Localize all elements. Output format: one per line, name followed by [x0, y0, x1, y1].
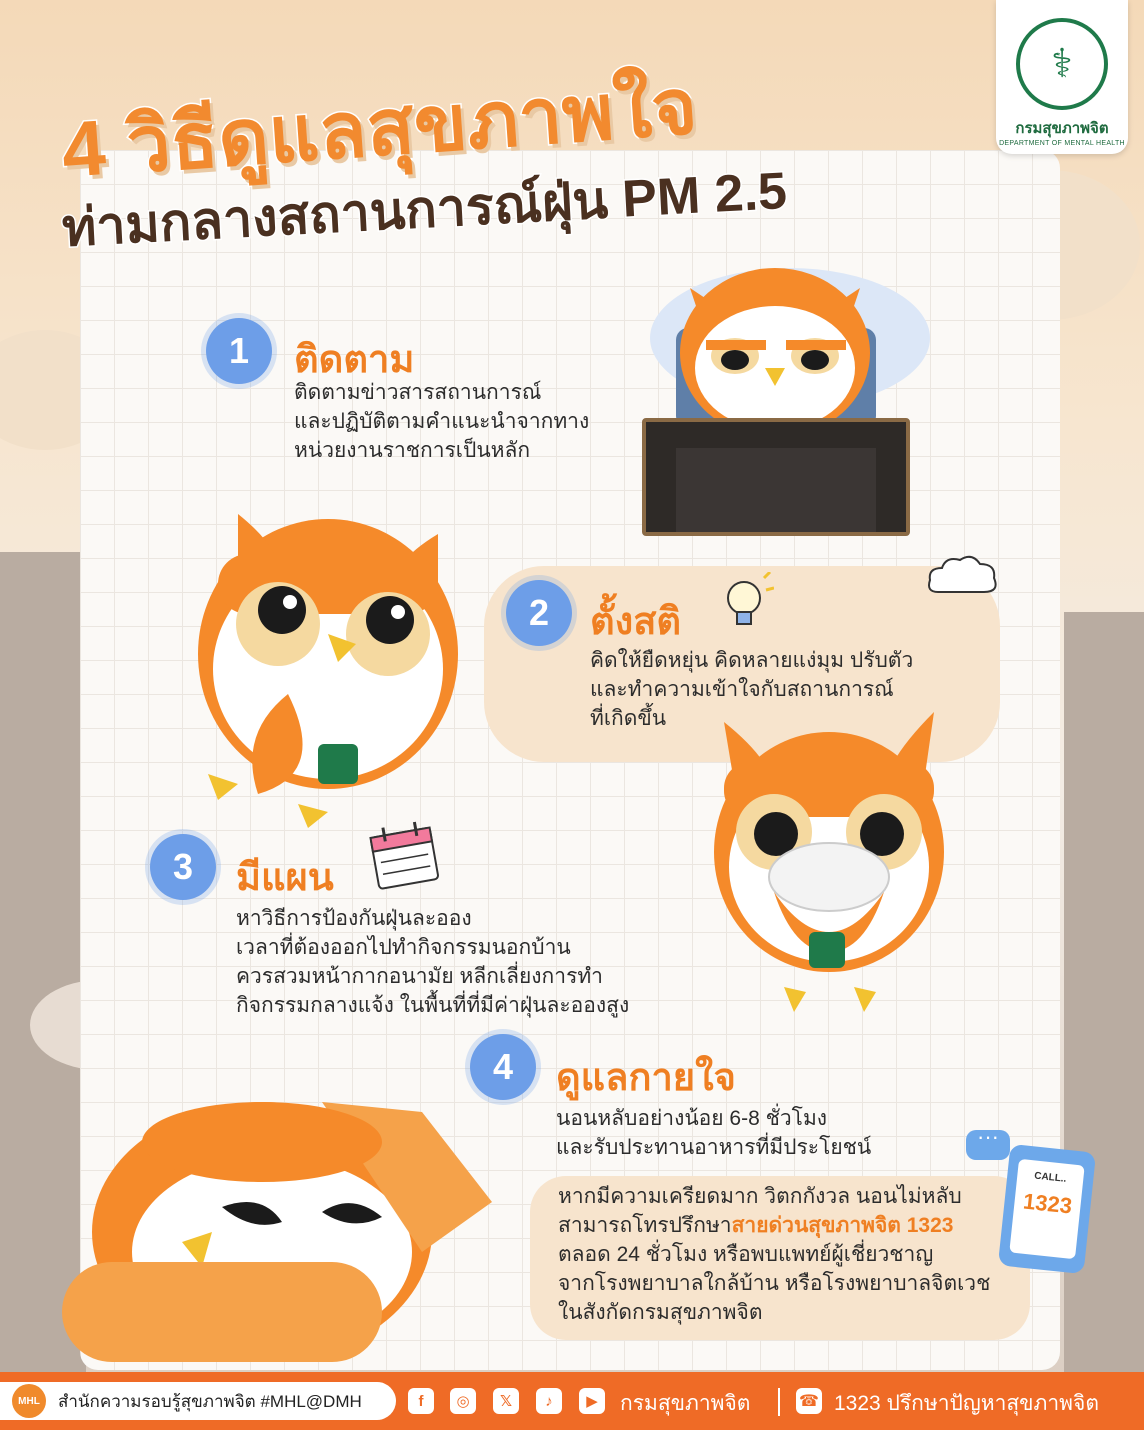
step-3-title: มีแผน: [236, 857, 334, 899]
step-2-line: และทำความเข้าใจกับสถานการณ์: [590, 678, 894, 701]
step-4-line: และรับประทานอาหารที่มีประโยชน์: [556, 1136, 872, 1159]
chat-bubble-icon: ···: [966, 1130, 1010, 1160]
step-4-badge: 4: [470, 1034, 536, 1100]
owl-thinking-illustration: [178, 494, 478, 834]
step-3-line: กิจกรรมกลางแจ้ง ในพื้นที่ที่มีค่าฝุ่นละอองสูง: [236, 994, 630, 1017]
footer-bar: [0, 1372, 1144, 1430]
hotline-info-box: [530, 1176, 1030, 1340]
hotline-line: [558, 1211, 990, 1240]
phone-icon: ☎: [796, 1388, 822, 1414]
owl-with-mask-illustration: [694, 712, 964, 1022]
footer-divider: [778, 1388, 780, 1416]
instagram-icon[interactable]: ◎: [450, 1388, 476, 1414]
step-1-badge: 1: [206, 318, 272, 384]
hotline-prefix: สามารถโทรปรึกษา: [558, 1214, 732, 1237]
step-1-line: หน่วยงานราชการเป็นหลัก: [294, 439, 531, 462]
hotline-line: หากมีความเครียดมาก วิตกกังวล นอนไม่หลับ: [558, 1185, 962, 1208]
phone-illustration: [998, 1144, 1096, 1274]
hotline-number-highlight: สายด่วนสุขภาพจิต 1323: [731, 1214, 954, 1237]
caduceus-icon: ⚕: [1016, 18, 1108, 110]
step-1-line: ติดตามข่าวสารสถานการณ์: [294, 381, 542, 404]
step-4-title: ดูแลกายใจ: [556, 1057, 736, 1099]
hotline-line: จากโรงพยาบาลใกล้บ้าน หรือโรงพยาบาลจิตเวช: [558, 1272, 991, 1295]
owl-sleeping-illustration: [62, 1092, 522, 1370]
step-3-line: เวลาที่ต้องออกไปทำกิจกรรมนอกบ้าน: [236, 936, 571, 959]
calendar-icon: [366, 818, 446, 892]
footer-org-name: สำนักความรอบรู้สุขภาพจิต #MHL@DMH: [58, 1391, 362, 1411]
step-1-text: [294, 378, 589, 465]
step-2-line: ที่เกิดขึ้น: [590, 707, 667, 730]
phone-call-label: CALL..: [1033, 1170, 1067, 1185]
step-1-line: และปฏิบัติตามคำแนะนำจากทาง: [294, 410, 590, 433]
phone-number: 1323: [1021, 1188, 1074, 1219]
step-3-badge: 3: [150, 834, 216, 900]
step-3-text: [236, 904, 629, 1020]
logo-name: กรมสุขภาพจิต: [1015, 120, 1109, 137]
page-subtitle: ท่ามกลางสถานการณ์ฝุ่น PM 2.5: [60, 162, 789, 258]
step-2-title: ตั้งสติ: [590, 601, 682, 643]
dmh-logo: [996, 0, 1128, 154]
step-2-line: คิดให้ยืดหยุ่น คิดหลายแง่มุม ปรับตัว: [590, 649, 914, 672]
hotline-line: ตลอด 24 ชั่วโมง หรือพบแพทย์ผู้เชี่ยวชาญ: [558, 1243, 934, 1266]
phone-screen: [1009, 1159, 1084, 1259]
tiktok-icon[interactable]: ♪: [536, 1388, 562, 1414]
monitor-screen: [676, 448, 876, 532]
step-3-line: ควรสวมหน้ากากอนามัย หลีกเลี่ยงการทำ: [236, 965, 603, 988]
step-1-title: ติดตาม: [294, 339, 415, 381]
cloud-icon: [924, 552, 1000, 604]
footer-dept-name: กรมสุขภาพจิต: [620, 1392, 751, 1415]
mhl-mascot-icon: MHL: [12, 1384, 46, 1418]
step-4-text: [556, 1104, 871, 1162]
x-icon[interactable]: 𝕏: [493, 1388, 519, 1414]
computer-monitor-illustration: [642, 418, 910, 536]
step-4-line: นอนหลับอย่างน้อย 6-8 ชั่วโมง: [556, 1107, 828, 1130]
step-2-badge: 2: [506, 580, 572, 646]
footer-org-tag: [0, 1382, 396, 1420]
lightbulb-icon: [718, 572, 774, 632]
logo-subtitle: DEPARTMENT OF MENTAL HEALTH: [999, 140, 1125, 147]
footer-hotline: 1323 ปรึกษาปัญหาสุขภาพจิต: [834, 1392, 1099, 1415]
page-title: 4 วิธีดูแลสุขภาพใจ: [58, 61, 701, 194]
hotline-line: ในสังกัดกรมสุขภาพจิต: [558, 1301, 763, 1324]
step-3-line: หาวิธีการป้องกันฝุ่นละออง: [236, 907, 472, 930]
hotline-text: [558, 1182, 990, 1327]
facebook-icon[interactable]: f: [408, 1388, 434, 1414]
youtube-icon[interactable]: ▶: [579, 1388, 605, 1414]
